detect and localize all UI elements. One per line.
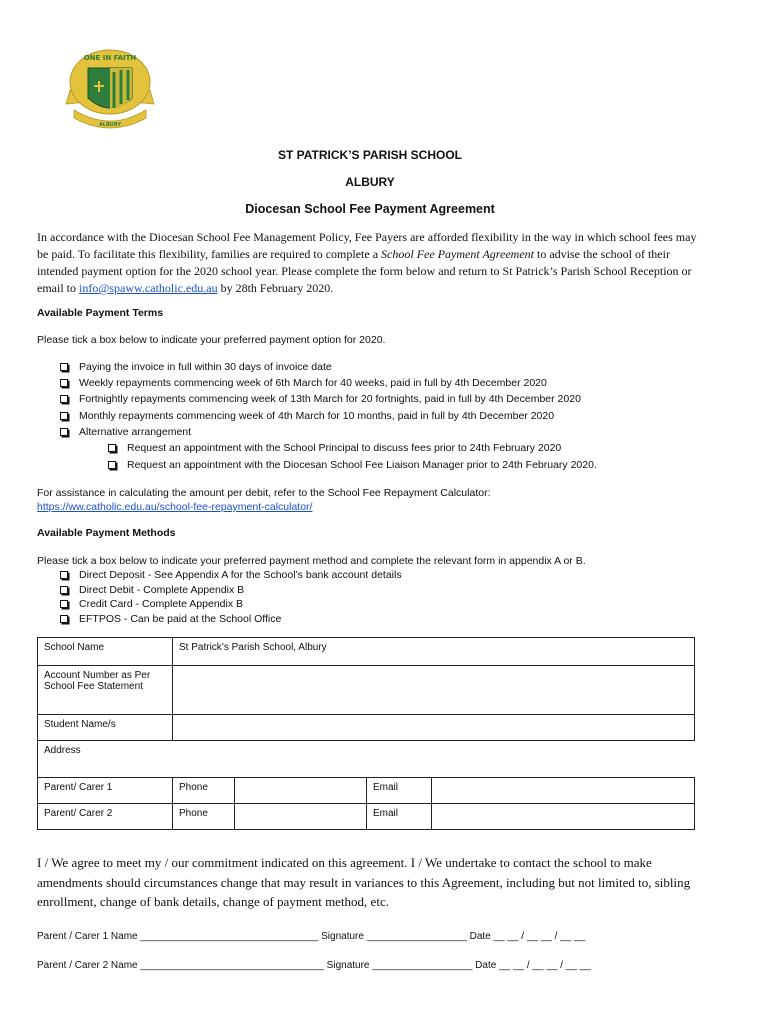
table-row: [38, 666, 695, 715]
term-option-label: Alternative arrangement: [79, 426, 192, 438]
method-option-label: Credit Card - Complete Appendix B: [79, 598, 243, 610]
terms-instruction: Please tick a box below to indicate your preferred payment option for 2020.: [37, 334, 386, 346]
email-link[interactable]: info@spaww.catholic.edu.au: [79, 281, 218, 295]
carer1-phone-field[interactable]: [235, 778, 367, 804]
method-option[interactable]: [60, 613, 281, 625]
checkbox[interactable]: [60, 412, 68, 420]
methods-heading: Available Payment Methods: [37, 527, 176, 539]
checkbox[interactable]: [60, 571, 68, 579]
term-option[interactable]: [60, 426, 191, 438]
term-option-label: Monthly repayments commencing week of 4th March for 10 months, paid in full by 4th December 2020: [79, 410, 555, 422]
carer1-signature-line[interactable]: Parent / Carer 1 Name ________________________________ Signature __________________ Date __ __ / __ __ / __ __: [37, 931, 586, 942]
school-name-label: School Name: [38, 638, 173, 666]
intro-emphasis: School Fee Payment Agreement: [381, 247, 534, 261]
town-heading: ALBURY: [345, 175, 395, 189]
term-option-label: Weekly repayments commencing week of 6th March for 40 weeks, paid in full by 4th December 2020: [79, 377, 547, 389]
term-option-label: Paying the invoice in full within 30 days of invoice date: [79, 361, 332, 373]
term-option[interactable]: [60, 361, 332, 373]
carer2-signature-line[interactable]: Parent / Carer 2 Name _________________________________ Signature __________________ Date __ __ / __ __ / __ __: [37, 960, 591, 971]
term-sub-option-label: Request an appointment with the School Principal to discuss fees prior to 24th February 2020: [127, 442, 562, 454]
account-number-field[interactable]: [173, 666, 695, 715]
school-crest-logo: [64, 46, 156, 136]
table-row: [38, 715, 695, 741]
table-row: [38, 741, 695, 778]
term-sub-option[interactable]: [108, 459, 597, 471]
checkbox[interactable]: [60, 615, 68, 623]
carer1-phone-label: Phone: [173, 778, 235, 804]
checkbox[interactable]: [60, 586, 68, 594]
carer1-email-label: Email: [367, 778, 432, 804]
carer1-email-field[interactable]: [432, 778, 695, 804]
address-cell[interactable]: [38, 741, 695, 778]
student-name-field[interactable]: [173, 715, 695, 741]
details-form-table: [37, 637, 695, 830]
intro-paragraph: [37, 229, 702, 297]
method-option-label: Direct Debit - Complete Appendix B: [79, 584, 245, 596]
checkbox[interactable]: [60, 379, 68, 387]
checkbox[interactable]: [60, 363, 68, 371]
school-name-value: St Patrick’s Parish School, Albury: [173, 638, 695, 666]
calculator-text: For assistance in calculating the amount per debit, refer to the School Fee Repayment Calculator:: [37, 487, 491, 499]
address-label: Address: [44, 745, 81, 756]
table-row: [38, 778, 695, 804]
method-option-label: Direct Deposit - See Appendix A for the School’s bank account details: [79, 569, 402, 581]
checkbox[interactable]: [60, 395, 68, 403]
logo-place: ALBURY: [98, 122, 122, 128]
checkbox[interactable]: [108, 461, 116, 469]
term-sub-option-label: Request an appointment with the Diocesan School Fee Liaison Manager prior to 24th February 2020.: [127, 459, 597, 471]
method-option-label: EFTPOS - Can be paid at the School Office: [79, 613, 282, 625]
checkbox[interactable]: [108, 444, 116, 452]
student-name-label: Student Name/s: [38, 715, 173, 741]
school-name-heading: ST PATRICK’S PARISH SCHOOL: [277, 148, 462, 162]
table-row: [38, 804, 695, 830]
method-option[interactable]: [60, 598, 243, 610]
carer2-label: Parent/ Carer 2: [38, 804, 173, 830]
methods-instruction: Please tick a box below to indicate your preferred payment method and complete the relevant form in appendix A or B.: [37, 555, 586, 567]
term-option[interactable]: [60, 393, 581, 405]
carer1-label: Parent/ Carer 1: [38, 778, 173, 804]
intro-text-after: to advise the school of their intended payment option for the 2020 school year. Please complete the form below and return to St Patrick’s Parish School Reception or email to: [37, 247, 692, 295]
logo-motto: ONE IN FAITH: [83, 54, 137, 62]
term-option[interactable]: [60, 410, 554, 422]
method-option[interactable]: [60, 569, 402, 581]
term-sub-option[interactable]: [108, 442, 561, 454]
checkbox[interactable]: [60, 428, 68, 436]
agreement-text: I / We agree to meet my / our commitment indicated on this agreement. I / We undertake to contact the school to make amendments should circumstances change that may result in variances to this Agreement, including but not limited to, sibling enrollment, change of bank details, change of payment method, etc.: [37, 855, 691, 909]
document-title: Diocesan School Fee Payment Agreement: [245, 202, 495, 216]
term-option-label: Fortnightly repayments commencing week of 13th March for 20 fortnights, paid in full by 4th December 2020: [79, 393, 581, 405]
terms-heading: Available Payment Terms: [37, 307, 164, 319]
term-option[interactable]: [60, 377, 547, 389]
table-row: [38, 638, 695, 666]
carer2-email-field[interactable]: [432, 804, 695, 830]
account-number-label: Account Number as Per School Fee Statement: [38, 666, 173, 715]
intro-text-end: by 28th February 2020.: [217, 281, 334, 295]
calculator-link[interactable]: https://ww.catholic.edu.au/school-fee-repayment-calculator/: [37, 501, 313, 513]
carer2-email-label: Email: [367, 804, 432, 830]
carer2-phone-label: Phone: [173, 804, 235, 830]
method-option[interactable]: [60, 584, 244, 596]
checkbox[interactable]: [60, 600, 68, 608]
intro-text: In accordance with the Diocesan School Fee Management Policy, Fee Payers are afforded flexibility in the way in which school fees may be paid. To facilitate this flexibility, families are required to complete a: [37, 230, 697, 261]
carer2-phone-field[interactable]: [235, 804, 367, 830]
